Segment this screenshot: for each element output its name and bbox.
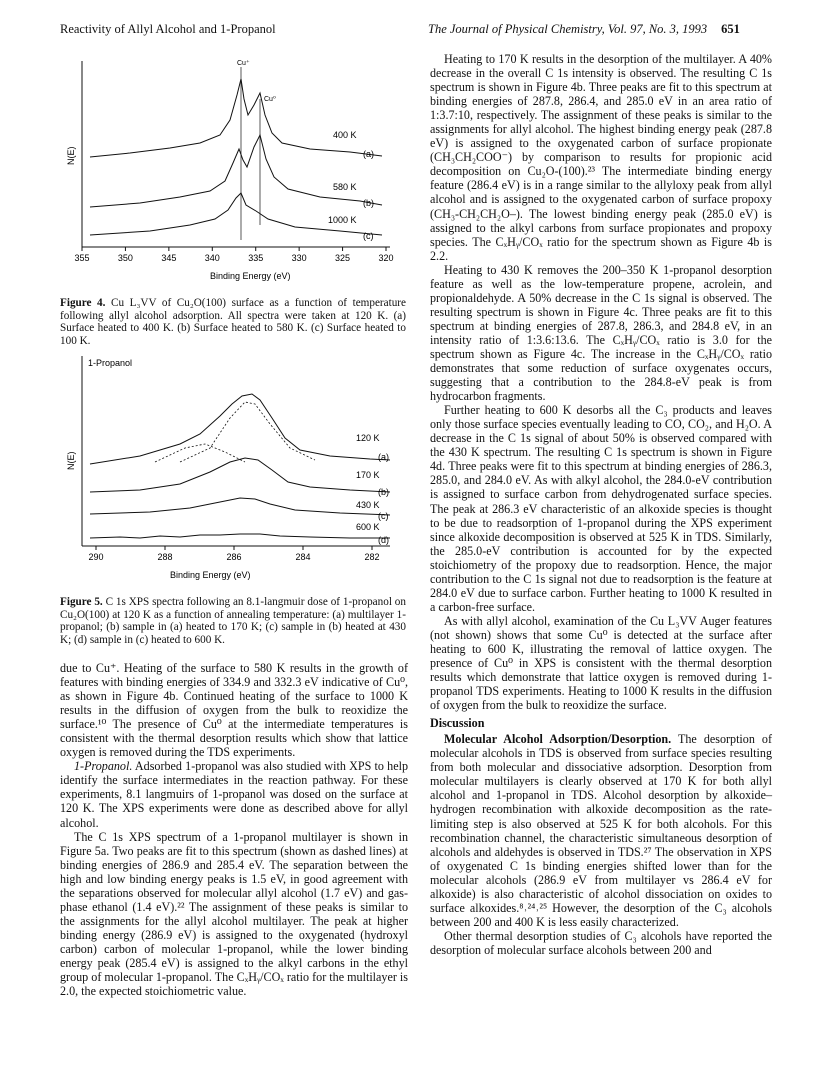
figure-4-caption-text: Cu L₃VV of Cu₂O(100) surface as a function of temperature following allyl alcohol adsorption. All spectra were taken at 120 K. (a) Surface heated to 400 K. (b) Surface heated to 580 K. (c) Surface heated to 100 K. — [60, 297, 406, 347]
fig5-letter-a: (a) — [378, 452, 389, 462]
fig4-cu-plus-label: Cu⁺ — [237, 60, 250, 67]
page-number: 651 — [721, 22, 740, 36]
left-paragraph-3: The C 1s XPS spectrum of a 1-propanol multilayer is shown in Figure 5a. Two peaks are fit to this spectrum (shown as dashed lines) at binding energies of 286.9 and 285.4 eV. The separation between the high and low binding energy peaks is 1.5 eV, in good agreement with the separations observed for molecular allyl alcohol (1.7 eV) and gas-phase ethanol (1.4 eV).²² The assignment of these peaks is similar to the assignments for the allyl alcohol multilayer. The peak at higher binding energy (286.9 eV) is assigned to the oxygenated (hydroxyl carbon) carbon of molecular 1-propanol, while the lower binding energy peak (285.4 eV) is assigned to the alkyl carbons in the ethyl group of molecular 1-propanol. The CₓHᵧ/COₓ ratio for the multilayer is 2.0, the expected stoichiometric value. — [60, 829, 408, 999]
fig5-curve-a — [90, 394, 390, 464]
fig5-label-120k: 120 K — [356, 433, 380, 443]
x-tick-label: 290 — [88, 552, 104, 562]
right-paragraph-1: Heating to 170 K results in the desorption of the multilayer. A 40% decrease in the overall C 1s intensity is observed. The resulting C 1s spectrum is shown in Figure 4b. Three peaks are fit to this spectrum at binding energies of 287.8, 286.4, and 285.0 eV in an area ratio of 1:3.7:10, respectively. The assignment of these peaks is similar to the assignments for allyl alcohol. The highest binding energy peak (287.8 eV) is assigned to the oxygenated carbon of surface propionate (CH₃CH₂COO⁻) by comparison to results for propionic acid decomposition on Cu₂O-(100).²³ The intermediate binding energy feature (286.4 eV) is in a range similar to the allyloxy peak from allyl alcohol and is assigned to the oxygenated carbon of surface propoxy (CH₃-CH₂CH₂O–). The lowest binding energy peak (285.0 eV) is assigned to the alkyl carbons from surface propionates and propoxy species. The CₓHᵧ/COₓ ratio for the spectrum shown as Figure 4b is 2.2. — [430, 52, 772, 263]
journal-citation: The Journal of Physical Chemistry, Vol. 97, No. 3, 1993 — [428, 22, 708, 36]
right-paragraph-6: Other thermal desorption studies of C₃ alcohols have reported the desorption of molecular surface alcohols between 200 and — [430, 928, 772, 957]
fig5-x-ticks — [88, 546, 379, 562]
x-tick-label: 355 — [74, 253, 90, 263]
right-paragraph-5 — [430, 732, 772, 929]
fig5-letter-d: (d) — [378, 535, 389, 545]
fig5-label-600k: 600 K — [356, 522, 380, 532]
x-tick-label: 325 — [335, 253, 351, 263]
fig5-label-170k: 170 K — [356, 470, 380, 480]
right-paragraph-5-text: The desorption of molecular alcohols in TDS is observed from surface species resulting from both molecular and dissociative adsorption. Desorption from molecular multilayers is clearly observed at 170 K for both allyl alcohol and 1-propanol in TDS. Alcohol desorption by alkoxide–hydrogen recombination with alkoxide decomposition as the rate-limiting step is also observed at 525 K for both alcohols. For this recombination channel, the characteristic simultaneous desorption of alcohols and aldehydes is observed in TDS.²⁷ The observation in XPS of oxygenated C 1s binding energies shifted lower than for the molecular alcohols (286.9 eV from multilayer vs 286.4 eV for alkoxide) is also characteristic of alcohol dissociation on oxides to surface alkoxides.⁸˒²⁴˒²⁵ However, the desorption of the C₃ alcohols between 200 and 400 K is less easily characterized. — [430, 732, 772, 929]
x-tick-label: 282 — [364, 552, 380, 562]
fig4-label-580k: 580 K — [333, 182, 357, 192]
fig5-curve-c — [90, 498, 390, 515]
x-tick-label: 350 — [117, 253, 133, 263]
left-paragraph-2 — [60, 759, 408, 829]
fig4-cu-zero-label: Cu⁰ — [264, 96, 276, 103]
figure-4-caption-label: Figure 4. — [60, 297, 106, 309]
fig4-letter-a: (a) — [363, 149, 374, 159]
x-tick-label: 340 — [204, 253, 220, 263]
figure-5-caption — [60, 596, 406, 646]
fig4-curve-a — [90, 79, 382, 157]
fig4-x-label: Binding Energy (eV) — [210, 271, 291, 281]
x-tick-label: 345 — [161, 253, 177, 263]
fig5-curve-d — [90, 534, 390, 538]
fig5-label-430k: 430 K — [356, 500, 380, 510]
fig5-letter-c: (c) — [378, 511, 389, 521]
right-column — [430, 52, 772, 957]
running-header: Reactivity of Allyl Alcohol and 1-Propanol — [60, 22, 276, 36]
figure-5-caption-label: Figure 5. — [60, 596, 103, 608]
fig4-label-400k: 400 K — [333, 130, 357, 140]
fig4-letter-c: (c) — [363, 231, 374, 241]
figure-5-caption-text: C 1s XPS spectra following an 8.1-langmuir dose of 1-propanol on Cu₂O(100) at 120 K as a function of annealing temperature: (a) multilayer 1-propanol; (b) sample in (a) heated to 170 K; (c) sample in (b) heated at 430 K; (d) sample in (c) heated to 600 K. — [60, 596, 406, 646]
fig4-curve-b — [90, 135, 382, 207]
fig4-x-ticks — [74, 247, 393, 263]
fig5-curve-b — [90, 458, 390, 492]
figure-4-caption — [60, 297, 406, 347]
section-heading: Discussion — [430, 716, 485, 731]
fig5-letter-b: (b) — [378, 487, 389, 497]
fig5-y-label: N(E) — [66, 451, 76, 470]
left-paragraph-2-text: Adsorbed 1-propanol was also studied with XPS to help identify the surface intermediates in the reaction pathway. For these experiments, 8.1 langmuirs of 1-propanol was dosed on the surface at 120 K. The XPS experiments were done as described above for allyl alcohol. — [60, 759, 408, 830]
x-tick-label: 335 — [248, 253, 264, 263]
x-tick-label: 330 — [291, 253, 307, 263]
fig5-inset-label: 1-Propanol — [88, 358, 133, 368]
right-paragraph-2: Heating to 430 K removes the 200–350 K 1-propanol desorption feature as well as the low-temperature propene, acrolein, and propionaldehyde. A 50% decrease in the C 1s signal is observed. The resulting spectrum is shown in Figure 4c. Three peaks are fit to this spectrum at binding energies of 287.8, 286.3, and 284.8 eV, in an intensity ratio of 1:3.6:13.6. The CₓHᵧ/COₓ ratio is 3.0 for the spectrum shown as Figure 4c. The increase in the CₓHᵧ/COₓ ratio demonstrates that some reduction of surface oxygenates occurs, suggesting that a contribution to the 284.8-eV peak is from hydrocarbon fragments. — [430, 262, 772, 404]
propanol-run-head: 1-Propanol. — [74, 759, 133, 774]
fig4-label-1000k: 1000 K — [328, 215, 357, 225]
fig5-dash-a2 — [180, 402, 315, 462]
fig5-x-label: Binding Energy (eV) — [170, 570, 251, 580]
x-tick-label: 288 — [157, 552, 173, 562]
journal-header — [428, 22, 740, 37]
right-paragraph-3: Further heating to 600 K desorbs all the C₃ products and leaves only those surface species eventually leading to CO, CO₂, and H₂O. A decrease in the C 1s signal of about 50% is observed compared with the 430 K spectrum. The resulting C 1s spectrum is shown in Figure 4d. Three peaks were fit to this spectrum at binding energies of 286.3, 285.0, and 284.0 eV. As with alkyl alcohol, the 284.0-eV contribution is assigned to surface carbon from dehydrogenated surface species. The peak at 286.3 eV characteristic of an alkoxide species is thought to be due to readsorption of 1-propanol during the XPS experiment since alkoxide decomposition is observed at 525 K in TDS. Similarly, the 285.0-eV contribution is accounted for by the expected stoichiometry of the propoxy due to readsorption. Hence, the major contribution to the C 1s signal not due to readsorption is the feature at 284.0 eV due to surface carbon. Further heating to 1000 K resulted in a carbon-free surface. — [430, 403, 772, 614]
x-tick-label: 284 — [295, 552, 311, 562]
right-paragraph-4: As with allyl alcohol, examination of the Cu L₃VV Auger features (not shown) shows that some Cu⁰ is detected at the surface after heating to 600 K, illustrating the removal of lattice oxygen. The presence of Cu⁰ in XPS is consistent with the thermal desorption results which demonstrate that lattice oxygen is removed during 1-propanol TDS experiments. Heating to 1000 K results in the diffusion of oxygen from the bulk to reoxidize the surface. — [430, 613, 772, 713]
adsorption-run-head: Molecular Alcohol Adsorption/Desorption. — [444, 732, 672, 747]
fig4-letter-b: (b) — [363, 198, 374, 208]
figure-5 — [60, 352, 410, 592]
left-column — [60, 661, 408, 998]
figure-4 — [60, 55, 410, 300]
fig4-y-label: N(E) — [66, 146, 76, 165]
x-tick-label: 320 — [378, 253, 394, 263]
x-tick-label: 286 — [226, 552, 242, 562]
left-paragraph-1: due to Cu⁺. Heating of the surface to 580 K results in the growth of features with binding energies of 334.9 and 332.3 eV indicative of Cu⁰, as shown in Figure 4b. Continued heating of the surface to 1000 K results in the diffusion of oxygen from the bulk to reoxidize the surface.¹⁰ The presence of Cu⁰ at the intermediate temperatures is consistent with the thermal desorption results which show that lattice oxygen is removed during the TDS experiments. — [60, 661, 408, 760]
